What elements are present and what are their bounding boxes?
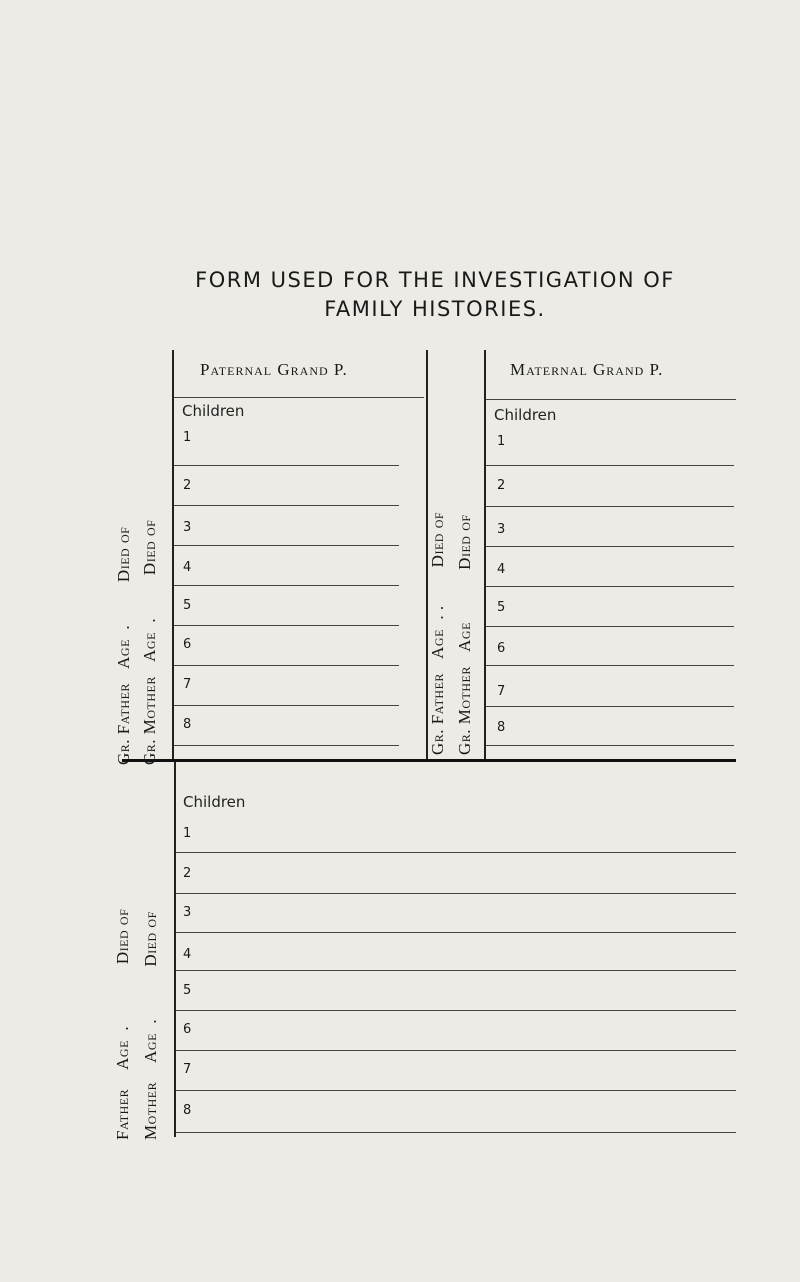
gr-father-label: Gr. Father <box>428 673 447 755</box>
parents-child-number: 5 <box>183 983 192 998</box>
paternal-child-number: 7 <box>183 677 192 692</box>
maternal-child-number: 3 <box>497 522 506 537</box>
father-died-label: Died of <box>113 908 132 965</box>
maternal-child-number: 4 <box>497 562 506 577</box>
gr-father-age-label: Age <box>114 639 133 669</box>
parents-row-line <box>176 1090 736 1091</box>
paternal-gr-mother-column: Gr. Mother Age . Died of <box>140 519 159 765</box>
maternal-row-line <box>486 626 734 627</box>
maternal-child-number: 1 <box>497 434 506 449</box>
bottom-vertical-rule <box>174 762 176 1137</box>
maternal-row-line <box>486 745 734 746</box>
paternal-row-line <box>174 705 399 706</box>
maternal-child-number: 2 <box>497 478 506 493</box>
gr-mother-label: Gr. Mother <box>455 666 474 755</box>
maternal-row-line <box>486 399 736 400</box>
maternal-gr-mother-column <box>455 514 475 755</box>
father-label: Father <box>113 1088 132 1140</box>
parents-row-line <box>176 893 736 894</box>
mother-label: Mother <box>141 1081 160 1140</box>
paternal-child-number: 6 <box>183 637 192 652</box>
parents-child-number: 2 <box>183 866 192 881</box>
gr-father-died-label: Died of <box>428 511 447 568</box>
maternal-row-line <box>486 706 734 707</box>
paternal-grandparents-header: Paternal Grand P. <box>200 360 348 379</box>
paternal-child-number: 3 <box>183 520 192 535</box>
paternal-children-label: Children <box>182 402 245 420</box>
paternal-row-line <box>174 545 399 546</box>
parents-child-number: 6 <box>183 1022 192 1037</box>
gr-mother-died-label: Died of <box>140 519 159 576</box>
paternal-child-number: 8 <box>183 717 192 732</box>
paternal-row-line <box>174 665 399 666</box>
gr-mother-age-label: Age <box>140 632 159 662</box>
gr-father-age-label: Age <box>428 629 447 659</box>
form-title-line1: FORM USED FOR THE INVESTIGATION OF <box>195 268 675 292</box>
parents-child-number: 4 <box>183 947 192 962</box>
maternal-child-number: 6 <box>497 641 506 656</box>
maternal-child-number: 8 <box>497 720 506 735</box>
parents-row-line <box>176 1132 736 1133</box>
form-title-line2: FAMILY HISTORIES. <box>324 297 546 321</box>
mother-column: Mother Age . Died of <box>141 911 160 1140</box>
left-vertical-rule <box>172 350 174 762</box>
paternal-child-number: 1 <box>183 430 192 445</box>
maternal-row-line <box>486 665 734 666</box>
maternal-row-line <box>486 506 734 507</box>
gr-father-died-label: Died of <box>114 526 133 583</box>
gr-mother-label: Gr. Mother <box>140 676 159 765</box>
father-column: Father Age . Died of <box>113 908 132 1140</box>
parents-child-number: 3 <box>183 905 192 920</box>
paternal-row-line <box>174 745 399 746</box>
paternal-row-line <box>174 625 399 626</box>
parents-child-number: 1 <box>183 826 192 841</box>
maternal-child-number: 7 <box>497 684 506 699</box>
father-age-label: Age <box>113 1040 132 1070</box>
paternal-child-number: 5 <box>183 598 192 613</box>
parents-row-line <box>176 970 736 971</box>
parents-children-label: Children <box>183 793 246 811</box>
parents-row-line <box>176 932 736 933</box>
parents-child-number: 8 <box>183 1103 192 1118</box>
maternal-children-label: Children <box>494 406 557 424</box>
paternal-row-line <box>174 505 399 506</box>
gr-father-label: Gr. Father <box>114 683 133 765</box>
maternal-grandparents-header: Maternal Grand P. <box>510 360 664 379</box>
mother-age-label: Age <box>141 1033 160 1063</box>
gr-mother-died-label: Died of <box>455 514 474 570</box>
paternal-child-number: 2 <box>183 478 192 493</box>
paternal-row-line <box>174 585 399 586</box>
paternal-row-line <box>174 397 424 398</box>
right-vertical-rule <box>484 350 486 760</box>
paternal-row-line <box>174 465 399 466</box>
parents-row-line <box>176 852 736 853</box>
gr-mother-age-label: Age <box>455 622 474 652</box>
maternal-row-line <box>486 465 734 466</box>
maternal-child-number: 5 <box>497 600 506 615</box>
paternal-child-number: 4 <box>183 560 192 575</box>
parents-row-line <box>176 1010 736 1011</box>
maternal-row-line <box>486 546 734 547</box>
maternal-gr-father-column: Gr. Father Age . . Died of <box>428 511 447 755</box>
section-divider <box>122 759 736 762</box>
mother-died-label: Died of <box>141 911 160 967</box>
paternal-gr-father-column: Gr. Father Age . Died of <box>114 526 133 765</box>
maternal-row-line <box>486 586 734 587</box>
parents-row-line <box>176 1050 736 1051</box>
parents-child-number: 7 <box>183 1062 192 1077</box>
